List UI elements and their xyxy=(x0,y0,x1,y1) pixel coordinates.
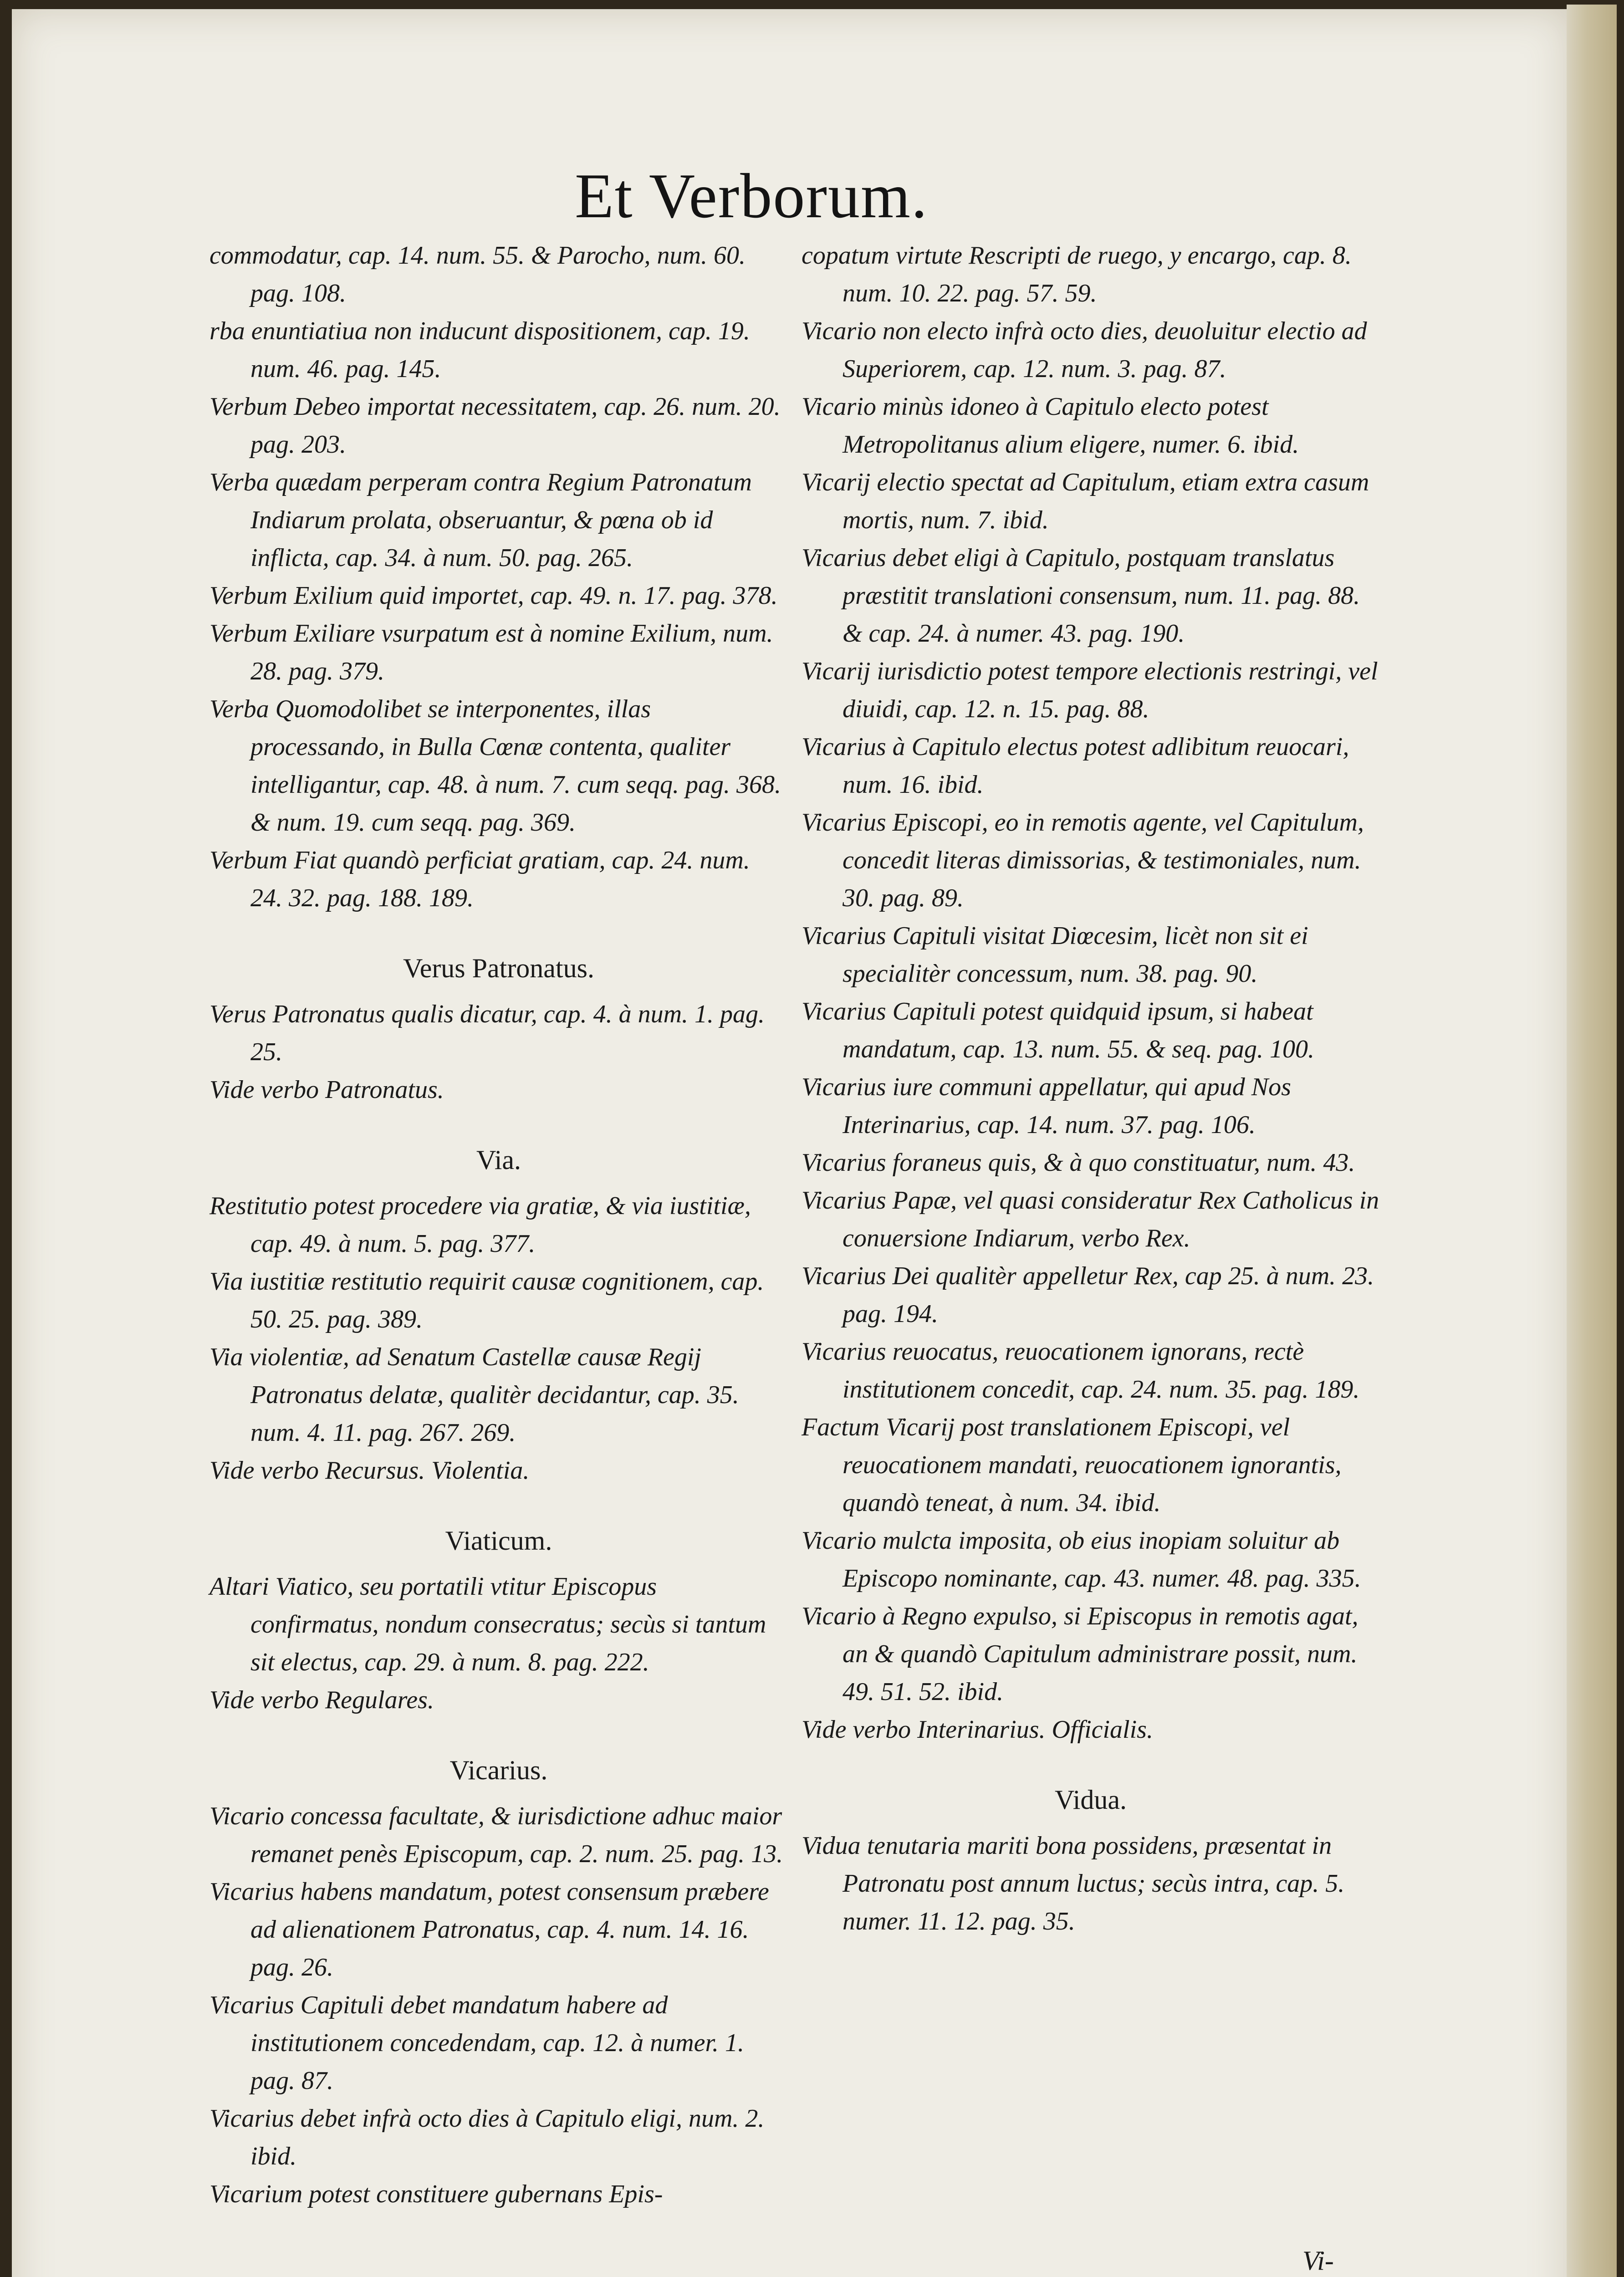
index-entry: Vicario non electo infrà octo dies, deuoluitur electio ad Superiorem, cap. 12. num. 3. pag. 87. xyxy=(802,317,1367,383)
index-entry: Vicario mulcta imposita, ob eius inopiam soluitur ab Episcopo nominante, cap. 43. numer. 48. pag. 335. xyxy=(802,1527,1361,1593)
catchword: Vi- xyxy=(1302,2246,1334,2276)
index-entry: Via iustitiæ restitutio requirit causæ cognitionem, cap. 50. 25. pag. 389. xyxy=(209,1267,764,1333)
left-column xyxy=(209,237,788,2213)
page-edge xyxy=(1567,5,1617,2277)
index-entry: Vicario à Regno expulso, si Episcopus in remotis agat, an & quandò Capitulum administrare possit, num. 49. 51. 52. ibid. xyxy=(802,1602,1358,1706)
index-entry: Vicarius reuocatus, reuocationem ignorans, rectè institutionem concedit, cap. 24. num. 35. pag. 189. xyxy=(802,1338,1360,1404)
index-entry: Verus Patronatus qualis dicatur, cap. 4. à num. 1. pag. 25. xyxy=(209,1000,765,1066)
section-heading: Vidua. xyxy=(1054,1785,1127,1815)
index-entry: Vidua tenutaria mariti bona possidens, præsentat in Patronatu post annum luctus; secùs intra, cap. 5. numer. 11. 12. pag. 35. xyxy=(802,1832,1345,1935)
index-entry: Verba Quomodolibet se interponentes, illas processando, in Bulla Cœnæ contenta, qualiter intelligantur, cap. 48. à num. 7. cum seqq. pag. 368. & num. 19. cum seqq. pag. 369. xyxy=(209,695,781,837)
right-column xyxy=(802,237,1380,1940)
index-entry: Verbum Fiat quandò perficiat gratiam, cap. 24. num. 24. 32. pag. 188. 189. xyxy=(209,846,750,912)
index-entry: Verbum Exiliare vsurpatum est à nomine Exilium, num. 28. pag. 379. xyxy=(209,619,773,685)
index-entry: Vicarius Papæ, vel quasi consideratur Rex Catholicus in conuersione Indiarum, verbo Rex. xyxy=(802,1186,1379,1252)
index-entry: Vicario concessa facultate, & iurisdictione adhuc maior remanet penès Episcopum, cap. 2. num. 25. pag. 13. xyxy=(209,1802,783,1868)
index-entry: Vicarium potest constituere gubernans Epis- xyxy=(209,2180,663,2208)
index-entry: Restitutio potest procedere via gratiæ, & via iustitiæ, cap. 49. à num. 5. pag. 377. xyxy=(209,1192,751,1258)
running-header: Et Verborum. xyxy=(575,161,928,231)
index-entry: copatum virtute Rescripti de ruego, y encargo, cap. 8. num. 10. 22. pag. 57. 59. xyxy=(802,241,1352,307)
index-entry: Vicarius à Capitulo electus potest adlibitum reuocari, num. 16. ibid. xyxy=(802,733,1349,799)
index-entry: Vicarij iurisdictio potest tempore electionis restringi, vel diuidi, cap. 12. n. 15. pag. 88. xyxy=(802,657,1378,723)
index-entry: Altari Viatico, seu portatili vtitur Episcopus confirmatus, nondum consecratus; secùs si tantum sit electus, cap. 29. à num. 8. pag. 222. xyxy=(209,1572,766,1676)
index-entry: Vicarius habens mandatum, potest consensum præbere ad alienationem Patronatus, cap. 4. num. 14. 16. pag. 26. xyxy=(209,1878,769,1981)
index-entry: Vide verbo Recursus. Violentia. xyxy=(209,1456,530,1485)
index-entry: rba enuntiatiua non inducunt dispositionem, cap. 19. num. 46. pag. 145. xyxy=(209,317,750,383)
index-entry: Vicarius Capituli visitat Diœcesim, licèt non sit ei specialitèr concessum, num. 38. pag. 90. xyxy=(802,922,1308,988)
index-entry: Vicarius Capituli potest quidquid ipsum, si habeat mandatum, cap. 13. num. 55. & seq. pag. 100. xyxy=(802,997,1314,1063)
index-entry: Vicarij electio spectat ad Capitulum, etiam extra casum mortis, num. 7. ibid. xyxy=(802,468,1369,534)
index-entry: Vide verbo Patronatus. xyxy=(209,1076,444,1104)
index-entry: Vide verbo Interinarius. Officialis. xyxy=(802,1715,1153,1744)
index-entry: Vicarius foraneus quis, & à quo constituatur, num. 43. xyxy=(802,1149,1355,1177)
index-entry: Vicarius iure communi appellatur, qui apud Nos Interinarius, cap. 14. num. 37. pag. 106. xyxy=(802,1073,1291,1139)
index-entry: Vicarius Dei qualitèr appelletur Rex, cap 25. à num. 23. pag. 194. xyxy=(802,1262,1374,1328)
index-entry: Vicarius debet eligi à Capitulo, postquam translatus præstitit translationi consensum, num. 11. pag. 88. & cap. 24. à numer. 43. pag. 190. xyxy=(802,544,1360,648)
index-entry: Vicarius debet infrà octo dies à Capitulo eligi, num. 2. ibid. xyxy=(209,2104,765,2170)
index-entry: Verbum Debeo importat necessitatem, cap. 26. num. 20. pag. 203. xyxy=(209,393,781,459)
index-entry: Via violentiæ, ad Senatum Castellæ causæ Regij Patronatus delatæ, qualitèr decidantur, cap. 35. num. 4. 11. pag. 267. 269. xyxy=(209,1343,739,1447)
index-entry: Factum Vicarij post translationem Episcopi, vel reuocationem mandati, reuocationem ignorantis, quandò teneat, à num. 34. ibid. xyxy=(802,1413,1342,1517)
index-entry: Verba quædam perperam contra Regium Patronatum Indiarum prolata, obseruantur, & pœna ob id inflicta, cap. 34. à num. 50. pag. 265. xyxy=(209,468,752,572)
index-entry: Vide verbo Regulares. xyxy=(209,1686,434,1714)
section-heading: Verus Patronatus. xyxy=(403,953,594,983)
index-entry: Vicarius Episcopi, eo in remotis agente, vel Capitulum, concedit literas dimissorias, & testimoniales, num. 30. pag. 89. xyxy=(802,808,1364,912)
section-heading: Vicarius. xyxy=(449,1755,548,1785)
index-entry: Vicario minùs idoneo à Capitulo electo potest Metropolitanus alium eligere, numer. 6. ibid. xyxy=(802,393,1299,459)
section-heading: Via. xyxy=(476,1145,521,1175)
section-heading: Viaticum. xyxy=(445,1526,552,1556)
index-entry: commodatur, cap. 14. num. 55. & Parocho, num. 60. pag. 108. xyxy=(209,241,746,307)
index-entry: Verbum Exilium quid importet, cap. 49. n. 17. pag. 378. xyxy=(209,582,778,610)
index-entry: Vicarius Capituli debet mandatum habere ad institutionem concedendam, cap. 12. à numer. 1. pag. 87. xyxy=(209,1991,745,2095)
